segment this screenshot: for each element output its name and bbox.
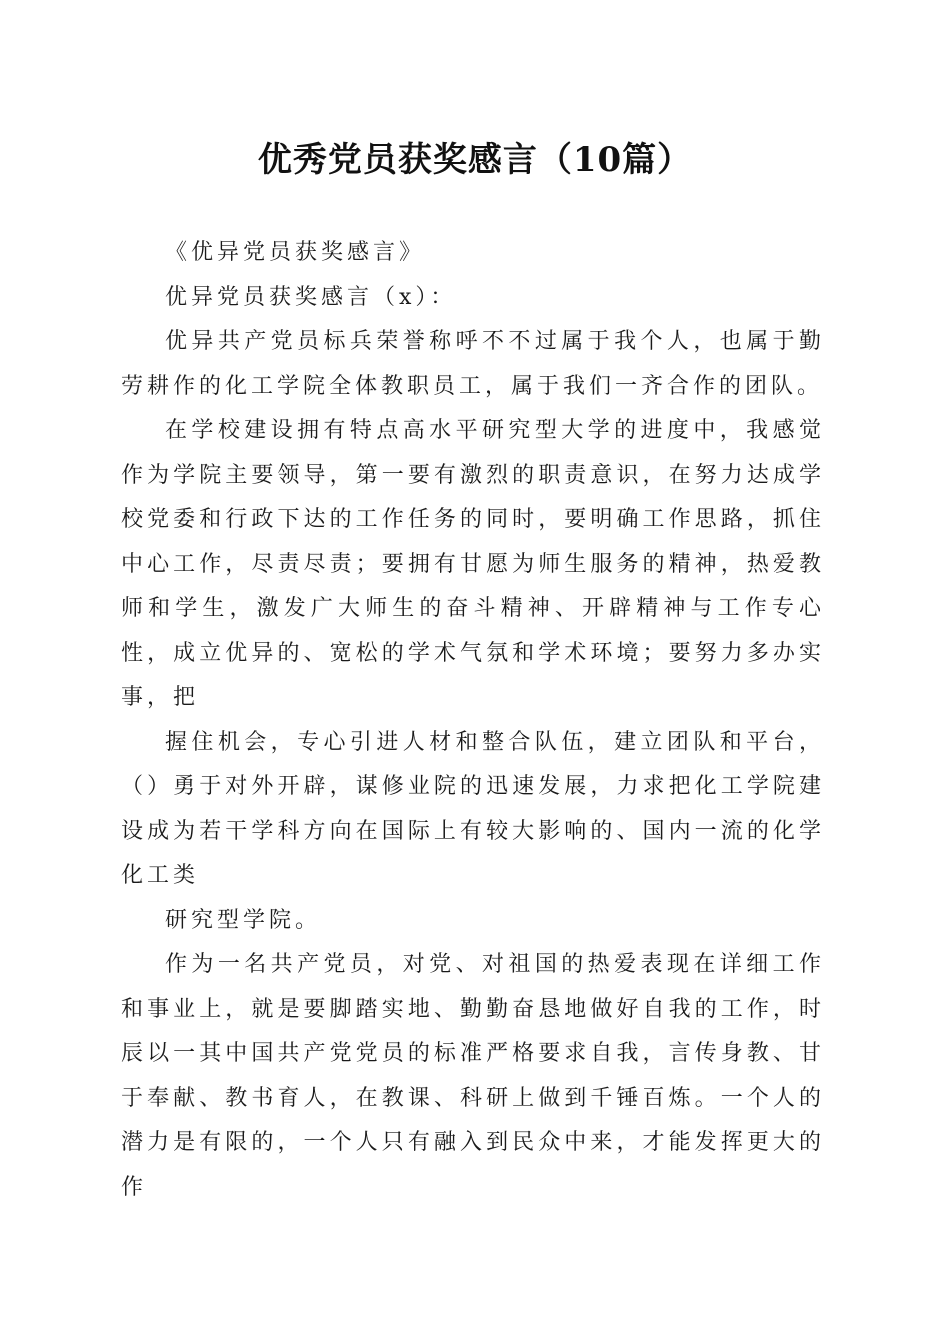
paragraph-subtitle: 《优异党员获奖感言》: [165, 240, 426, 265]
document-title: 优秀党员获奖感言（10篇）: [257, 140, 693, 180]
paragraph-honor: 优异共产党员标兵荣誉称呼不不过属于我个人，也属于勤劳耕作的化工学院全体教职员工，属于我们一齐合作的团队。: [121, 329, 825, 399]
paragraph-heading: 优异党员获奖感言（x）：: [165, 284, 457, 310]
paragraph-responsibility: 在学校建设拥有特点高水平研究型大学的进度中，我感觉作为学院主要领导，第一要有激烈的职责意识，在努力达成学校党委和行政下达的工作任务的同时，要明确工作思路，抓住中心工作，尽责尽责；要拥有甘愿为师生服务的精神，热爱教师和学生，激发广大师生的奋斗精神、开辟精神与工作专心性，成立优异的、宽松的学术气氛和学术环境；要努力多办实事，把: [121, 418, 825, 710]
paragraph-party-member: 作为一名共产党员，对党、对祖国的热爱表现在详细工作和事业上，就是要脚踏实地、勤勤奋恳地做好自我的工作，时辰以一其中国共产党党员的标准严格要求自我，言传身教、甘于奉献、教书育人，在教课、科研上做到千锤百炼。一个人的潜力是有限的，一个人只有融入到民众中来，才能发挥更大的作: [121, 952, 825, 1200]
paragraph-research-college: 研究型学院。: [165, 907, 322, 933]
document-body: [121, 231, 825, 1210]
paragraph-opportunity: 握住机会，专心引进人材和整合队伍，建立团队和平台，（）勇于对外开辟，谋修业院的迅速发展，力求把化工学院建设成为若干学科方向在国际上有较大影响的、国内一流的化学化工类: [121, 729, 825, 888]
